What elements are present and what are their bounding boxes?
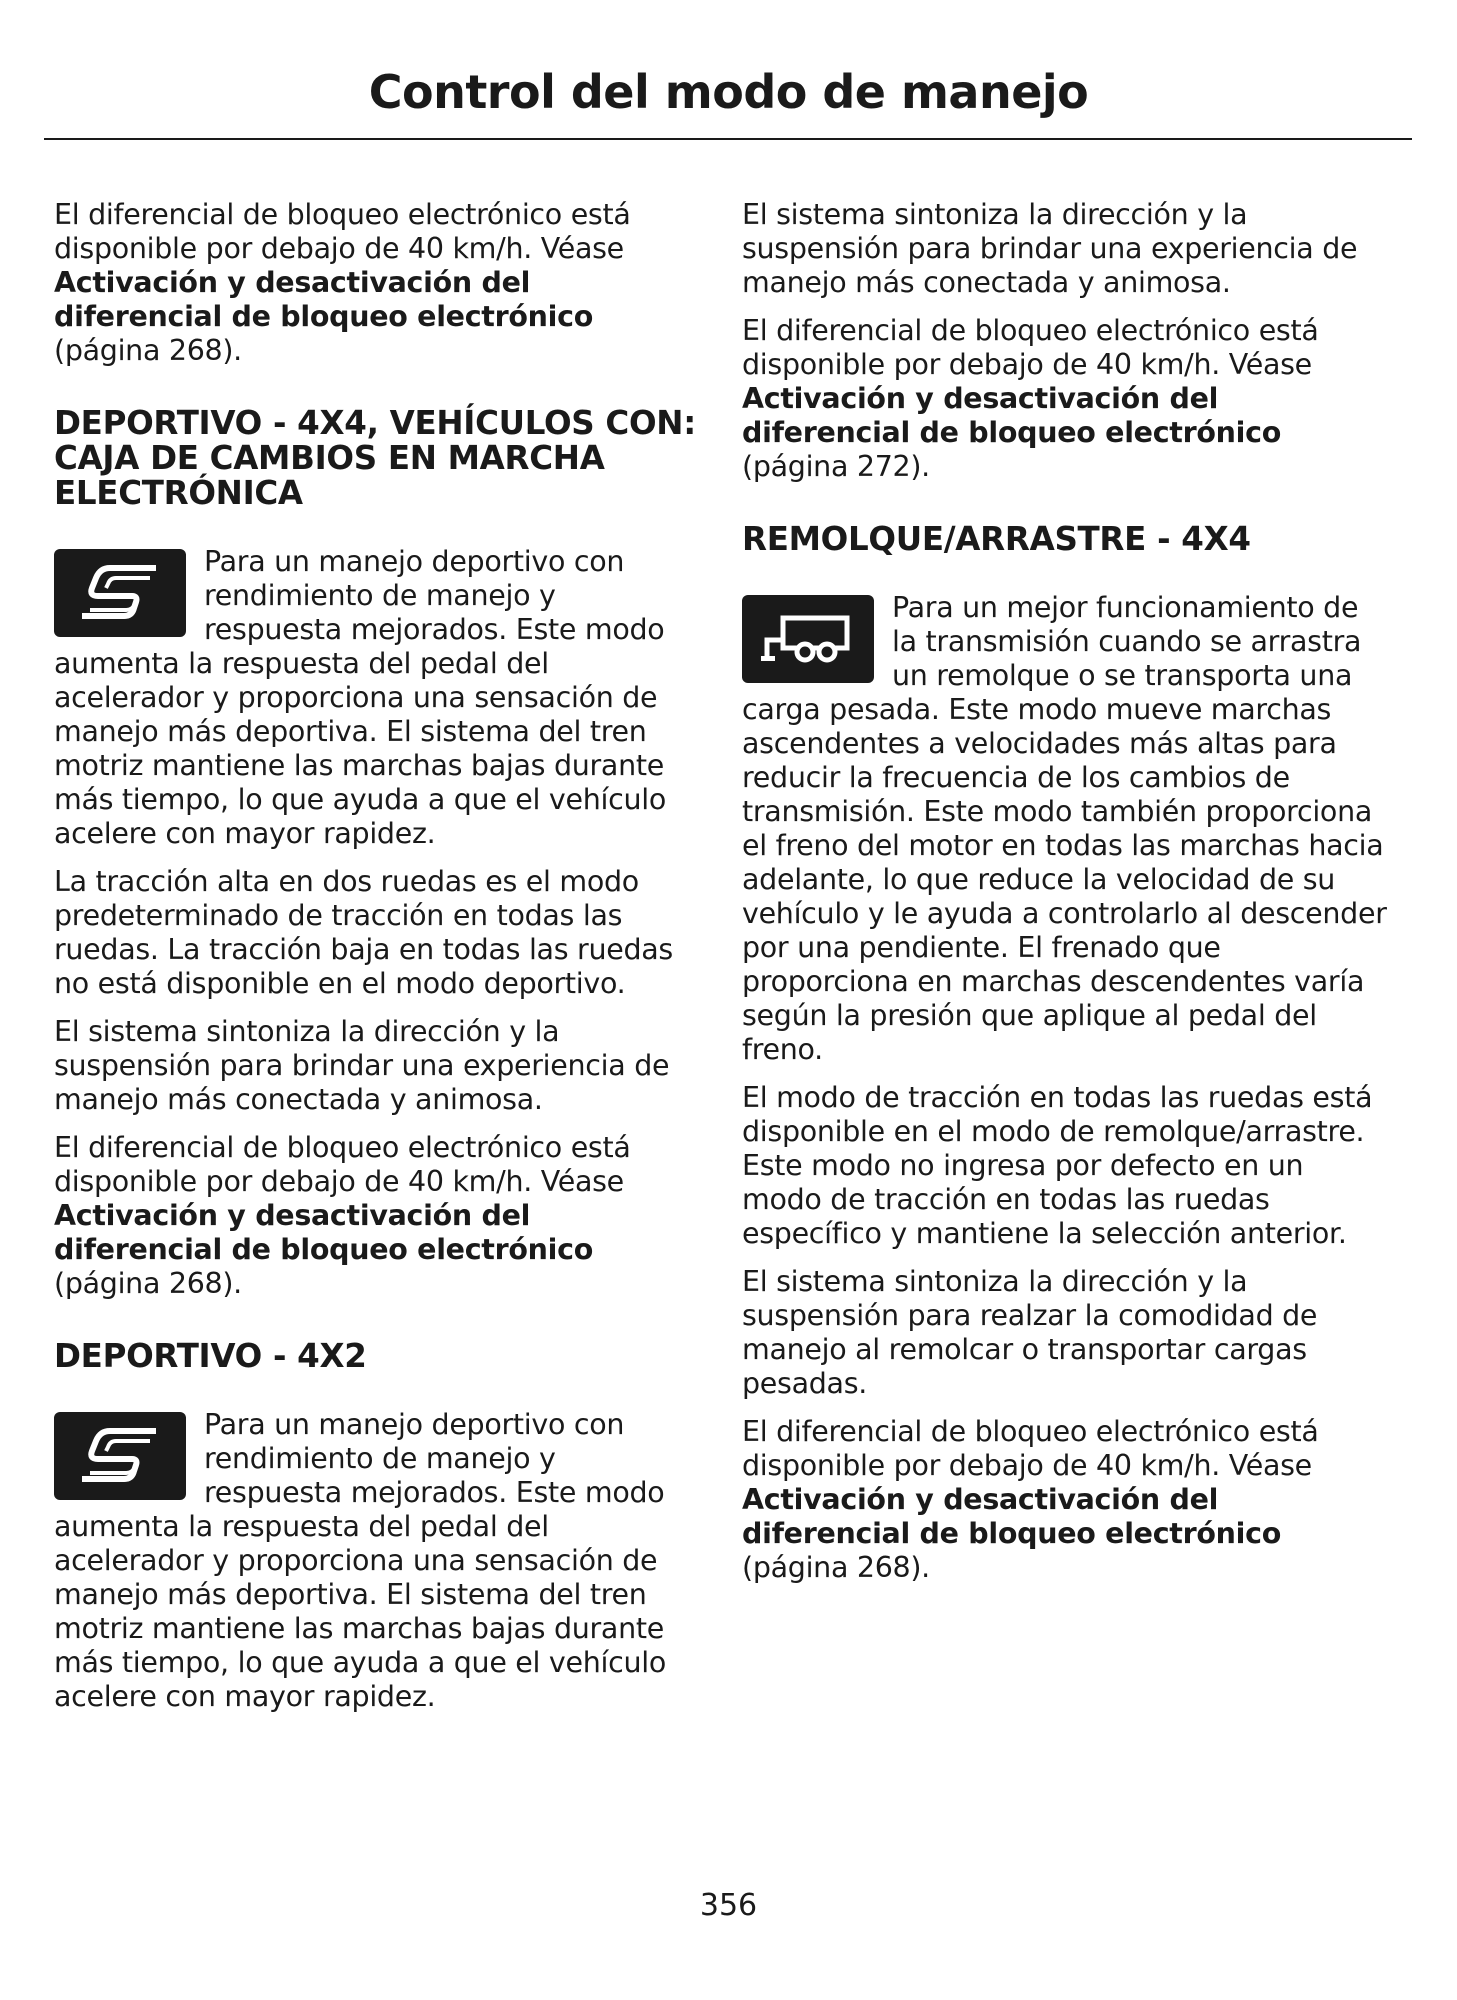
title-divider [44, 138, 1412, 140]
page-reference: (página 268). [54, 334, 242, 367]
paragraph-locking-diff-1 [54, 198, 699, 368]
sport-4x4-block [54, 545, 699, 851]
paragraph-steering: El sistema sintoniza la dirección y la suspensión para brindar una experiencia de manejo más conectada y animosa. [742, 198, 1358, 299]
paragraph-comfort: El sistema sintoniza la dirección y la suspensión para realzar la comodidad de manejo al remolcar o transportar cargas pesadas. [742, 1265, 1318, 1400]
section-heading-sport-4x4: DEPORTIVO - 4X4, VEHÍCULOS CON: CAJA DE CAMBIOS EN MARCHA ELECTRÓNICA [54, 404, 696, 512]
cross-reference-link[interactable]: Activación y desactivación del diferencial de bloqueo electrónico [742, 1483, 1281, 1550]
paragraph-text: El diferencial de bloqueo electrónico está disponible por debajo de 40 km/h. Véase [54, 198, 631, 265]
page-reference: (página 268). [742, 1551, 930, 1584]
tow-haul-mode-icon [742, 595, 874, 683]
paragraph-text: El diferencial de bloqueo electrónico está disponible por debajo de 40 km/h. Véase [742, 1415, 1319, 1482]
sport-4x4-description: Para un manejo deportivo con rendimiento de manejo y respuesta mejorados. Este modo aumenta la respuesta del pedal del acelerador y proporciona una sensación de manejo más deportiva. El sistema del tren motriz mantiene las marchas bajas durante más tiempo, lo que ayuda a que el vehículo acelere con mayor rapidez. [54, 545, 666, 850]
paragraph-steering: El sistema sintoniza la dirección y la suspensión para brindar una experiencia de manejo más conectada y animosa. [54, 1015, 670, 1116]
sport-mode-icon [54, 1412, 186, 1500]
cross-reference-link[interactable]: Activación y desactivación del diferencial de bloqueo electrónico [54, 1199, 593, 1266]
left-column [54, 198, 699, 1728]
sport-4x2-block [54, 1408, 699, 1714]
sport-mode-icon [54, 549, 186, 637]
right-column [742, 198, 1387, 1599]
cross-reference-link[interactable]: Activación y desactivación del diferencial de bloqueo electrónico [742, 382, 1281, 449]
cross-reference-link[interactable]: Activación y desactivación del diferencial de bloqueo electrónico [54, 266, 593, 333]
paragraph-locking-diff-4 [742, 1415, 1387, 1585]
sport-4x2-description: Para un manejo deportivo con rendimiento de manejo y respuesta mejorados. Este modo aumenta la respuesta del pedal del acelerador y proporciona una sensación de manejo más deportiva. El sistema del tren motriz mantiene las marchas bajas durante más tiempo, lo que ayuda a que el vehículo acelere con mayor rapidez. [54, 1408, 666, 1713]
section-heading-sport-4x2: DEPORTIVO - 4X2 [54, 1337, 367, 1375]
tow-haul-block [742, 591, 1387, 1067]
paragraph-locking-diff-3 [742, 314, 1387, 484]
paragraph-awd: El modo de tracción en todas las ruedas está disponible en el modo de remolque/arrastre. Este modo no ingresa por defecto en un modo de tracción en todas las ruedas específico y mantiene la selección anterior. [742, 1081, 1373, 1250]
page-reference: (página 272). [742, 450, 930, 483]
page-title: Control del modo de manejo [368, 65, 1089, 119]
page-number: 356 [699, 1888, 758, 1923]
paragraph-traction: La tracción alta en dos ruedas es el modo predeterminado de tracción en todas las ruedas. La tracción baja en todas las ruedas no está disponible en el modo deportivo. [54, 865, 673, 1000]
paragraph-text: El diferencial de bloqueo electrónico está disponible por debajo de 40 km/h. Véase [54, 1131, 631, 1198]
paragraph-locking-diff-2 [54, 1131, 699, 1301]
page-reference: (página 268). [54, 1267, 242, 1300]
tow-haul-description: Para un mejor funcionamiento de la transmisión cuando se arrastra un remolque o se transporta una carga pesada. Este modo mueve marchas ascendentes a velocidades más altas para reducir la frecuencia de los cambios de transmisión. Este modo también proporciona el freno del motor en todas las marchas hacia adelante, lo que reduce la velocidad de su vehículo y le ayuda a controlarlo al descender por una pendiente. El frenado que proporciona en marchas descendentes varía según la presión que aplique al pedal del freno. [742, 591, 1387, 1066]
section-heading-tow-haul: REMOLQUE/ARRASTRE - 4X4 [742, 520, 1251, 558]
paragraph-text: El diferencial de bloqueo electrónico está disponible por debajo de 40 km/h. Véase [742, 314, 1319, 381]
